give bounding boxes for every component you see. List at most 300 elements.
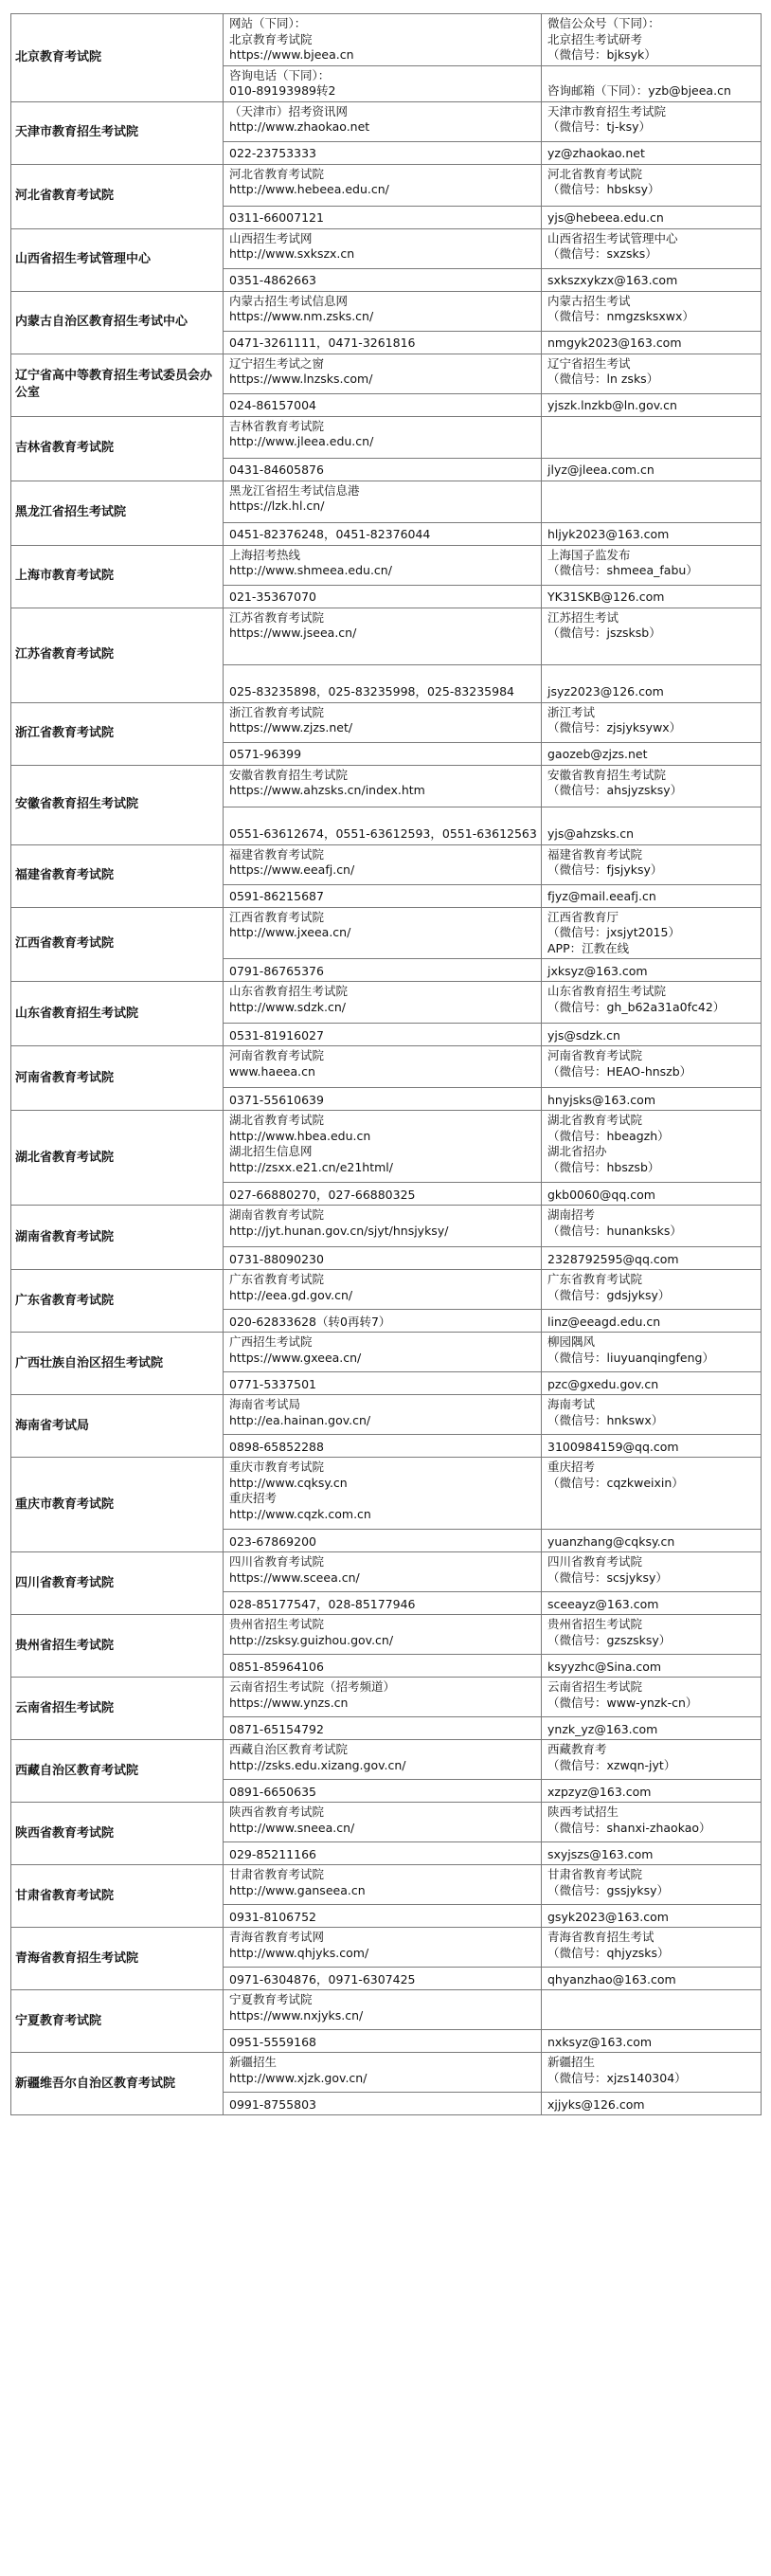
- institution-name: 北京教育考试院: [11, 14, 224, 102]
- email-cell: [542, 884, 762, 907]
- website-cell: [224, 228, 542, 268]
- text-line[interactable]: jxksyz@163.com: [547, 963, 648, 978]
- text-line[interactable]: qhyanzhao@163.com: [547, 1971, 676, 1986]
- text-line: 网站（下同）：: [229, 16, 307, 30]
- text-line[interactable]: nmgyk2023@163.com: [547, 336, 682, 350]
- text-line: 浙江考试: [547, 704, 596, 719]
- wechat-cell: [542, 1270, 762, 1310]
- institution-name: 黑龙江省招生考试院: [11, 481, 224, 545]
- text-line[interactable]: https://www.ahzsks.cn/index.htm: [229, 783, 425, 797]
- text-line: 山西招生考试网: [229, 230, 313, 245]
- table-row: [11, 1615, 762, 1655]
- text-line[interactable]: http://www.shmeea.edu.cn/: [229, 563, 392, 577]
- wechat-cell: [542, 1458, 762, 1530]
- text-line[interactable]: https://www.sceea.cn/: [229, 1569, 360, 1585]
- wechat-cell: [542, 291, 762, 331]
- institution-name: 湖北省教育考试院: [11, 1111, 224, 1206]
- text-line: 甘肃省教育考试院: [229, 1867, 325, 1881]
- text-line[interactable]: pzc@gxedu.gov.cn: [547, 1376, 659, 1391]
- email-cell: [542, 664, 762, 702]
- institution-name: 浙江省教育考试院: [11, 702, 224, 765]
- wechat-cell: [542, 982, 762, 1024]
- text-line: 安徽省教育招生考试院: [547, 767, 667, 782]
- wechat-cell: [542, 1865, 762, 1905]
- table-row: [11, 1111, 762, 1183]
- text-line: （微信号：hbszsb）: [547, 1159, 660, 1174]
- contact-table: [10, 13, 762, 2115]
- email-cell: [542, 2093, 762, 2115]
- text-line: 0471-3261111，0471-3261816: [229, 336, 416, 350]
- email-cell: [542, 1183, 762, 1206]
- text-line: 北京招生考试研考: [547, 31, 643, 46]
- text-line: （微信号：bjksyk）: [547, 47, 656, 62]
- text-line: 甘肃省教育考试院: [547, 1867, 643, 1881]
- phone-cell: [224, 1592, 542, 1615]
- text-line: 0898-65852288: [229, 1439, 324, 1454]
- text-line: 河南省教育考试院: [547, 1048, 643, 1062]
- text-line[interactable]: yjszk.lnzkb@ln.gov.cn: [547, 398, 677, 412]
- text-line: 022-23753333: [229, 146, 316, 160]
- text-line: （微信号：qhjyzsks）: [547, 1945, 670, 1960]
- text-line: 0931-8106752: [229, 1909, 316, 1924]
- text-line: 河北省教育考试院: [547, 166, 643, 181]
- phone-cell: [224, 268, 542, 291]
- text-line: 021-35367070: [229, 590, 316, 604]
- text-line: 0851-85964106: [229, 1659, 324, 1674]
- text-line: 陕西考试招生: [547, 1805, 619, 1819]
- wechat-cell: [542, 608, 762, 664]
- text-line: 湖南招考: [547, 1207, 596, 1222]
- text-line: 0531-81916027: [229, 1027, 324, 1043]
- text-line: 贵州省招生考试院: [229, 1617, 325, 1631]
- phone-cell: [224, 884, 542, 907]
- text-line[interactable]: linz@eeagd.edu.cn: [547, 1314, 661, 1329]
- text-line[interactable]: 咨询邮箱（下同）：yzb@bjeea.cn: [547, 83, 731, 98]
- text-line: （微信号：scsjyksy）: [547, 1569, 668, 1585]
- email-cell: [542, 2030, 762, 2053]
- text-line: （微信号：gdsjyksy）: [547, 1287, 671, 1302]
- text-line: （微信号：gh_b62a31a0fc42）: [547, 999, 726, 1014]
- text-line[interactable]: http://www.sxkszx.cn: [229, 246, 355, 261]
- website-cell: [224, 1803, 542, 1842]
- text-line[interactable]: http://www.cqzk.com.cn: [229, 1506, 371, 1521]
- website-cell: [224, 291, 542, 331]
- text-line[interactable]: xzpzyz@163.com: [547, 1784, 652, 1799]
- text-line: 辽宁招生考试之窗: [229, 355, 325, 371]
- text-line: 江西省教育厅: [547, 909, 619, 924]
- institution-name: 天津市教育招生考试院: [11, 101, 224, 164]
- institution-name: 河北省教育考试院: [11, 164, 224, 228]
- table-row: [11, 1990, 762, 2030]
- website-cell: [224, 844, 542, 884]
- email-cell: [542, 393, 762, 416]
- email-cell: [542, 1435, 762, 1458]
- institution-name: 西藏自治区教育考试院: [11, 1740, 224, 1803]
- website-cell: [224, 2053, 542, 2093]
- website-cell: [224, 14, 542, 66]
- institution-name: 山东省教育招生考试院: [11, 982, 224, 1046]
- text-line[interactable]: http://www.xjzk.gov.cn/: [229, 2070, 368, 2085]
- text-line: 重庆市教育考试院: [229, 1460, 325, 1474]
- phone-cell: [224, 585, 542, 608]
- text-line[interactable]: http://www.zhaokao.net: [229, 119, 370, 134]
- text-line[interactable]: https://www.eeafj.cn/: [229, 862, 355, 877]
- text-line[interactable]: yuanzhang@cqksy.cn: [547, 1533, 675, 1549]
- text-line: 重庆招考: [547, 1460, 596, 1474]
- text-line: 0991-8755803: [229, 2096, 316, 2112]
- institution-name: 陕西省教育考试院: [11, 1803, 224, 1865]
- institution-name: 新疆维吾尔自治区教育考试院: [11, 2053, 224, 2115]
- phone-cell: [224, 2030, 542, 2053]
- text-line[interactable]: http://www.cqksy.cn: [229, 1475, 348, 1490]
- text-line[interactable]: http://www.sdzk.cn/: [229, 999, 347, 1014]
- text-line[interactable]: hljyk2023@163.com: [547, 527, 670, 541]
- phone-cell: [224, 1968, 542, 1990]
- text-line: 0371-55610639: [229, 1092, 324, 1107]
- institution-name: 宁夏教育考试院: [11, 1990, 224, 2053]
- text-line[interactable]: http://www.ganseea.cn: [229, 1882, 366, 1897]
- text-line: 黑龙江省招生考试信息港: [229, 482, 360, 498]
- text-line: 0791-86765376: [229, 963, 324, 978]
- phone-cell: [224, 742, 542, 765]
- wechat-cell: [542, 101, 762, 141]
- email-cell: [542, 65, 762, 101]
- table-row: [11, 1458, 762, 1530]
- text-line[interactable]: sxkszxykzx@163.com: [547, 273, 678, 287]
- text-line[interactable]: ynzk_yz@163.com: [547, 1721, 658, 1736]
- text-line[interactable]: https://www.lnzsks.com/: [229, 372, 373, 386]
- table-row: [11, 1206, 762, 1247]
- phone-cell: [224, 2093, 542, 2115]
- text-line[interactable]: https://lzk.hl.cn/: [229, 499, 325, 513]
- website-cell: [224, 1990, 542, 2030]
- text-line[interactable]: fjyz@mail.eeafj.cn: [547, 889, 656, 903]
- text-line[interactable]: http://zsxx.e21.cn/e21html/: [229, 1159, 393, 1174]
- text-line[interactable]: jsyz2023@126.com: [547, 684, 664, 698]
- phone-cell: [224, 1530, 542, 1552]
- table-row: [11, 1270, 762, 1310]
- table-row: [11, 14, 762, 66]
- website-cell: [224, 1552, 542, 1592]
- text-line[interactable]: yjs@hebeea.edu.cn: [547, 210, 664, 225]
- text-line[interactable]: YK31SKB@126.com: [547, 590, 665, 604]
- text-line: 湖北省教育考试院: [547, 1113, 643, 1127]
- text-line: 0951-5559168: [229, 2034, 316, 2049]
- text-line[interactable]: http://www.qhjyks.com/: [229, 1945, 369, 1960]
- text-line: （微信号：shanxi-zhaokao）: [547, 1820, 711, 1835]
- text-line[interactable]: http://zsksy.guizhou.gov.cn/: [229, 1632, 394, 1647]
- text-line: 山西省招生考试管理中心: [547, 230, 678, 245]
- email-cell: [542, 206, 762, 228]
- text-line[interactable]: http://www.hbea.edu.cn: [229, 1128, 371, 1143]
- text-line: 江苏省教育考试院: [229, 609, 325, 625]
- text-line[interactable]: https://www.nm.zsks.cn/: [229, 309, 374, 323]
- wechat-cell: [542, 1740, 762, 1780]
- wechat-cell: [542, 1395, 762, 1435]
- website-cell: [224, 164, 542, 206]
- email-cell: [542, 1530, 762, 1552]
- text-line: 027-66880270，027-66880325: [229, 1187, 416, 1202]
- text-line: 山东省教育招生考试院: [547, 984, 667, 998]
- email-cell: [542, 742, 762, 765]
- table-row: [11, 608, 762, 664]
- text-line: 新疆招生: [229, 2055, 278, 2069]
- text-line: 湖北省教育考试院: [229, 1113, 325, 1127]
- email-cell: [542, 585, 762, 608]
- table-row: [11, 545, 762, 585]
- text-line: 0891-6650635: [229, 1784, 316, 1799]
- text-line: 重庆招考: [229, 1491, 278, 1505]
- text-line[interactable]: https://www.nxjyks.cn/: [229, 2007, 364, 2023]
- text-line: 福建省教育考试院: [229, 846, 325, 862]
- text-line[interactable]: http://www.jxeea.cn/: [229, 925, 351, 939]
- text-line[interactable]: yjs@sdzk.cn: [547, 1027, 620, 1043]
- text-line[interactable]: nxksyz@163.com: [547, 2034, 653, 2049]
- email-cell: [542, 1088, 762, 1111]
- institution-name: 江西省教育考试院: [11, 907, 224, 982]
- text-line[interactable]: sxyjszs@163.com: [547, 1846, 654, 1861]
- wechat-cell: [542, 1206, 762, 1247]
- text-line[interactable]: http://www.sneea.cn/: [229, 1820, 355, 1835]
- text-line: 广东省教育考试院: [229, 1272, 325, 1286]
- wechat-cell: [542, 907, 762, 959]
- text-line[interactable]: gsyk2023@163.com: [547, 1909, 669, 1924]
- wechat-cell: [542, 1615, 762, 1655]
- website-cell: [224, 1458, 542, 1530]
- text-line[interactable]: jlyz@jleea.com.cn: [547, 463, 654, 477]
- text-line: （微信号：xjzs140304）: [547, 2070, 687, 2085]
- table-row: [11, 416, 762, 458]
- text-line: 天津市教育招生考试院: [547, 103, 667, 118]
- institution-name: 四川省教育考试院: [11, 1552, 224, 1615]
- text-line: 024-86157004: [229, 398, 316, 412]
- text-line: 023-67869200: [229, 1533, 316, 1549]
- text-line: 内蒙古招生考试: [547, 293, 631, 308]
- institution-name: 云南省招生考试院: [11, 1678, 224, 1740]
- institution-name: 山西省招生考试管理中心: [11, 228, 224, 291]
- text-line: 柳园隅风: [547, 1334, 596, 1349]
- text-line[interactable]: https://www.zjzs.net/: [229, 720, 353, 735]
- text-line[interactable]: http://ea.hainan.gov.cn/: [229, 1412, 371, 1427]
- table-row: [11, 702, 762, 742]
- table-row: [11, 1046, 762, 1088]
- text-line: （微信号：sxzsks）: [547, 246, 657, 261]
- website-cell: [224, 1740, 542, 1780]
- phone-cell: [224, 1024, 542, 1046]
- institution-name: 福建省教育考试院: [11, 844, 224, 907]
- text-line: APP：江教在线: [547, 940, 630, 955]
- website-cell: [224, 1615, 542, 1655]
- website-cell: [224, 416, 542, 458]
- wechat-cell: [542, 702, 762, 742]
- website-cell: [224, 1046, 542, 1088]
- text-line: （微信号：ln zsks）: [547, 372, 659, 386]
- email-cell: [542, 1247, 762, 1270]
- text-line: 0571-96399: [229, 747, 302, 761]
- text-line: 0871-65154792: [229, 1721, 324, 1736]
- text-line[interactable]: www.haeea.cn: [229, 1063, 315, 1079]
- institution-name: 湖南省教育考试院: [11, 1206, 224, 1270]
- table-row: [11, 228, 762, 268]
- institution-name: 河南省教育考试院: [11, 1046, 224, 1111]
- text-line: （微信号：cqzkweixin）: [547, 1475, 684, 1490]
- table-row: [11, 982, 762, 1024]
- wechat-cell: [542, 1990, 762, 2030]
- institution-name: 广东省教育考试院: [11, 1270, 224, 1333]
- phone-cell: [224, 1088, 542, 1111]
- text-line: （微信号：www-ynzk-cn）: [547, 1695, 698, 1710]
- wechat-cell: [542, 1552, 762, 1592]
- website-cell: [224, 481, 542, 522]
- website-cell: [224, 1111, 542, 1183]
- text-line: 宁夏教育考试院: [229, 1992, 313, 2006]
- website-cell: [224, 765, 542, 807]
- wechat-cell: [542, 1046, 762, 1088]
- text-line: （微信号：HEAO-hnszb）: [547, 1063, 692, 1079]
- email-cell: [542, 807, 762, 844]
- email-cell: [542, 1905, 762, 1928]
- text-line: （微信号：gzszsksy）: [547, 1632, 672, 1647]
- text-line[interactable]: http://eea.gd.gov.cn/: [229, 1287, 353, 1302]
- institution-name: 广西壮族自治区招生考试院: [11, 1333, 224, 1395]
- text-line[interactable]: xjjyks@126.com: [547, 2096, 645, 2112]
- text-line: 西藏教育考: [547, 1742, 607, 1756]
- email-cell: [542, 1592, 762, 1615]
- text-line: 0451-82376248，0451-82376044: [229, 527, 431, 541]
- text-line: 北京教育考试院: [229, 31, 313, 46]
- table-row: [11, 1333, 762, 1372]
- email-cell: [542, 1780, 762, 1803]
- text-line[interactable]: gaozeb@zjzs.net: [547, 747, 648, 761]
- wechat-cell: [542, 1678, 762, 1717]
- email-cell: [542, 268, 762, 291]
- text-line[interactable]: https://www.ynzs.cn: [229, 1695, 349, 1710]
- text-line: 海南考试: [547, 1397, 596, 1411]
- text-line[interactable]: http://zsks.edu.xizang.gov.cn/: [229, 1757, 406, 1772]
- institution-name: 甘肃省教育考试院: [11, 1865, 224, 1928]
- table-row: [11, 1740, 762, 1780]
- website-cell: [224, 545, 542, 585]
- text-line: 湖北招生信息网: [229, 1144, 313, 1158]
- text-line: （微信号：tj-ksy）: [547, 119, 652, 134]
- table-row: [11, 164, 762, 206]
- text-line: （微信号：xzwqn-jyt）: [547, 1757, 676, 1772]
- table-row: [11, 1678, 762, 1717]
- table-row: [11, 101, 762, 141]
- text-line[interactable]: hnyjsks@163.com: [547, 1092, 656, 1107]
- text-line[interactable]: ksyyzhc@Sina.com: [547, 1659, 662, 1674]
- text-line: 云南省招生考试院（招考频道）: [229, 1679, 396, 1694]
- text-line[interactable]: http://jyt.hunan.gov.cn/sjyt/hnsjyksy/: [229, 1223, 449, 1238]
- table-row: [11, 844, 762, 884]
- text-line: 青海省教育考试网: [229, 1930, 325, 1944]
- text-line: （天津市）招考资讯网: [229, 103, 349, 118]
- phone-cell: [224, 458, 542, 481]
- text-line: 微信公众号（下同）：: [547, 16, 660, 30]
- text-line: 云南省招生考试院: [547, 1679, 643, 1694]
- text-line: （微信号：hunanksks）: [547, 1223, 682, 1238]
- email-cell: [542, 331, 762, 354]
- table-row: [11, 2053, 762, 2093]
- phone-cell: [224, 393, 542, 416]
- text-line: 025-83235898，025-83235998，025-83235984: [229, 684, 514, 698]
- text-line[interactable]: yz@zhaokao.net: [547, 146, 645, 160]
- email-cell: [542, 1717, 762, 1740]
- text-line: 020-62833628（转0再转7）: [229, 1314, 391, 1329]
- wechat-cell: [542, 164, 762, 206]
- institution-name: 重庆市教育考试院: [11, 1458, 224, 1552]
- text-line[interactable]: yjs@ahzsks.cn: [547, 826, 635, 841]
- website-cell: [224, 1270, 542, 1310]
- text-line: 广东省教育考试院: [547, 1272, 643, 1286]
- text-line[interactable]: gkb0060@qq.com: [547, 1187, 655, 1202]
- text-line: 010-89193989转2: [229, 83, 336, 98]
- text-line[interactable]: https://www.gxeea.cn/: [229, 1350, 362, 1365]
- email-cell: [542, 522, 762, 545]
- text-line: 浙江省教育考试院: [229, 704, 325, 719]
- website-cell: [224, 1206, 542, 1247]
- text-line: （微信号：nmgzsksxwx）: [547, 309, 694, 323]
- text-line[interactable]: sceeayz@163.com: [547, 1596, 659, 1611]
- table-row: [11, 1552, 762, 1592]
- text-line: （微信号：jxsjyt2015）: [547, 925, 680, 939]
- table-row: [11, 765, 762, 807]
- text-line: （微信号：jszsksb）: [547, 626, 661, 640]
- text-line[interactable]: https://www.bjeea.cn: [229, 47, 354, 62]
- text-line: 海南省考试局: [229, 1397, 301, 1411]
- institution-name: 安徽省教育招生考试院: [11, 765, 224, 844]
- text-line[interactable]: 3100984159@qq.com: [547, 1439, 679, 1454]
- email-cell: [542, 1310, 762, 1333]
- phone-cell: [224, 959, 542, 982]
- wechat-cell: [542, 1803, 762, 1842]
- institution-name: 辽宁省高中等教育招生考试委员会办公室: [11, 354, 224, 416]
- website-cell: [224, 1928, 542, 1968]
- text-line: 0591-86215687: [229, 889, 324, 903]
- wechat-cell: [542, 481, 762, 522]
- text-line: 湖北省招办: [547, 1144, 607, 1158]
- text-line: 0731-88090230: [229, 1251, 324, 1266]
- phone-cell: [224, 141, 542, 164]
- text-line: 西藏自治区教育考试院: [229, 1742, 349, 1756]
- text-line: 咨询电话（下同）：: [229, 67, 331, 82]
- text-line[interactable]: http://www.jleea.edu.cn/: [229, 434, 374, 448]
- wechat-cell: [542, 354, 762, 393]
- text-line: 安徽省教育招生考试院: [229, 767, 349, 782]
- wechat-cell: [542, 545, 762, 585]
- text-line: 上海招考热线: [229, 547, 301, 562]
- wechat-cell: [542, 765, 762, 807]
- text-line: 029-85211166: [229, 1846, 316, 1861]
- text-line[interactable]: https://www.jseea.cn/: [229, 626, 357, 640]
- text-line: 0431-84605876: [229, 463, 324, 477]
- text-line[interactable]: http://www.hebeea.edu.cn/: [229, 182, 389, 196]
- wechat-cell: [542, 844, 762, 884]
- text-line: 内蒙古招生考试信息网: [229, 293, 349, 308]
- text-line[interactable]: 2328792595@qq.com: [547, 1251, 679, 1266]
- text-line: 0311-66007121: [229, 210, 324, 225]
- wechat-cell: [542, 14, 762, 66]
- website-cell: [224, 1865, 542, 1905]
- email-cell: [542, 141, 762, 164]
- text-line: 0551-63612674，0551-63612593，0551-63612563: [229, 826, 537, 841]
- text-line: （微信号：ahsjyzsksy）: [547, 783, 683, 797]
- text-line: （微信号：fjsjyksy）: [547, 862, 663, 877]
- wechat-cell: [542, 1111, 762, 1183]
- table-row: [11, 1803, 762, 1842]
- text-line: （微信号：hbeagzh）: [547, 1128, 670, 1143]
- email-cell: [542, 1372, 762, 1395]
